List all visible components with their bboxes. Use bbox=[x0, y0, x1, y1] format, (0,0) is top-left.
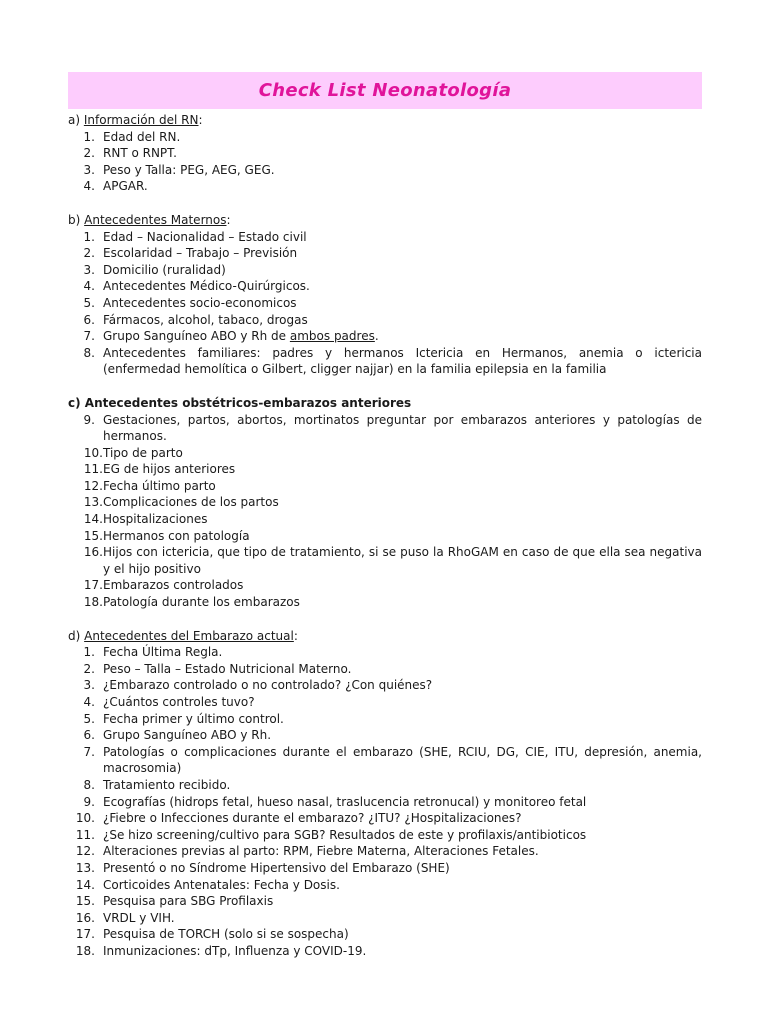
section-heading bbox=[68, 395, 702, 412]
list-item bbox=[68, 528, 702, 545]
item-text: Fármacos, alcohol, tabaco, drogas bbox=[103, 312, 308, 327]
list-item bbox=[68, 245, 702, 262]
list-item bbox=[68, 711, 702, 728]
item-text: Escolaridad – Trabajo – Previsión bbox=[103, 246, 298, 261]
item-text: ¿Cuántos controles tuvo? bbox=[103, 695, 255, 709]
section-letter: c) bbox=[68, 395, 85, 410]
item-number: 3. bbox=[83, 262, 95, 277]
section-list bbox=[68, 129, 702, 195]
item-text: Antecedentes Médico-Quirúrgicos. bbox=[103, 279, 310, 294]
item-number: 15. bbox=[83, 528, 103, 543]
item-number: 18. bbox=[83, 595, 103, 610]
list-item bbox=[68, 295, 702, 312]
item-text: Peso – Talla – Estado Nutricional Materno. bbox=[103, 661, 352, 676]
item-number: 1. bbox=[83, 129, 95, 144]
list-item bbox=[68, 412, 702, 445]
item-text: Hospitalizaciones bbox=[103, 512, 208, 527]
item-number: 2. bbox=[83, 246, 95, 261]
item-number: 2. bbox=[83, 146, 95, 161]
item-text: Domicilio (ruralidad) bbox=[103, 262, 226, 277]
list-item bbox=[68, 843, 702, 860]
section-heading bbox=[68, 112, 702, 129]
list-item bbox=[68, 494, 702, 511]
item-number: 1. bbox=[83, 645, 95, 660]
item-number: 10. bbox=[75, 811, 95, 826]
section-title: Antecedentes del Embarazo actual bbox=[84, 628, 294, 643]
list-item bbox=[68, 910, 702, 927]
item-number: 1. bbox=[83, 229, 95, 244]
item-number: 12. bbox=[75, 844, 95, 859]
item-number: 6. bbox=[83, 312, 95, 327]
item-text: Edad – Nacionalidad – Estado civil bbox=[103, 229, 307, 244]
document-page bbox=[68, 72, 702, 977]
list-item bbox=[68, 178, 702, 195]
item-text: Pesquisa de TORCH (solo si se sospecha) bbox=[103, 927, 349, 942]
section-list bbox=[68, 644, 702, 959]
item-number: 4. bbox=[83, 279, 95, 294]
section-suffix: : bbox=[198, 113, 203, 127]
list-item bbox=[68, 544, 702, 577]
item-text: Tipo de parto bbox=[103, 445, 183, 460]
item-number: 11. bbox=[83, 462, 103, 477]
item-text: Ecografías (hidrops fetal, hueso nasal, traslucencia retronucal) y monitoreo fetal bbox=[103, 794, 587, 809]
item-number: 18. bbox=[75, 943, 95, 958]
item-number: 8. bbox=[83, 777, 95, 792]
item-number: 14. bbox=[75, 877, 95, 892]
item-number: 17. bbox=[75, 927, 95, 942]
item-text: Antecedentes socio-economicos bbox=[103, 295, 297, 310]
checklist-section bbox=[68, 112, 702, 195]
list-item bbox=[68, 312, 702, 329]
section-title: Antecedentes obstétricos-embarazos anteriores bbox=[84, 395, 412, 410]
item-text: Presentó o no Síndrome Hipertensivo del Embarazo (SHE) bbox=[103, 860, 450, 875]
item-number: 5. bbox=[83, 295, 95, 310]
item-text: ¿Embarazo controlado o no controlado? ¿Con quiénes? bbox=[103, 678, 433, 693]
item-number: 10. bbox=[83, 445, 103, 460]
item-number: 7. bbox=[83, 744, 95, 759]
list-item bbox=[68, 594, 702, 611]
item-text: Grupo Sanguíneo ABO y Rh. bbox=[103, 728, 272, 743]
list-item bbox=[68, 794, 702, 811]
item-text: ¿Fiebre o Infecciones durante el embarazo? ¿ITU? ¿Hospitalizaciones? bbox=[103, 811, 522, 826]
item-number: 13. bbox=[83, 495, 103, 510]
list-item bbox=[68, 777, 702, 794]
item-text: EG de hijos anteriores bbox=[103, 462, 236, 477]
item-text: Fecha último parto bbox=[103, 478, 216, 493]
item-number: 16. bbox=[83, 545, 103, 560]
item-number: 6. bbox=[83, 728, 95, 743]
list-item bbox=[68, 677, 702, 694]
item-number: 3. bbox=[83, 162, 95, 177]
title-banner bbox=[68, 72, 702, 109]
item-underlined-text: ambos padres bbox=[289, 329, 375, 344]
section-letter: a) bbox=[68, 113, 84, 127]
list-item bbox=[68, 827, 702, 844]
list-item bbox=[68, 577, 702, 594]
list-item bbox=[68, 877, 702, 894]
checklist-section bbox=[68, 212, 702, 378]
item-text: Corticoides Antenatales: Fecha y Dosis. bbox=[103, 877, 340, 892]
list-item bbox=[68, 644, 702, 661]
list-item bbox=[68, 694, 702, 711]
item-text: Antecedentes familiares: padres y hermanos Ictericia en Hermanos, anemia o ictericia (enfermedad hemolítica o Gilbert, cligger najjar) en la familia epilepsia en la familia bbox=[103, 345, 702, 377]
item-text: APGAR. bbox=[103, 179, 148, 194]
list-item bbox=[68, 926, 702, 943]
item-number: 4. bbox=[83, 179, 95, 194]
item-text: Fecha primer y último control. bbox=[103, 711, 284, 726]
list-item bbox=[68, 145, 702, 162]
item-number: 7. bbox=[83, 329, 95, 344]
checklist-section bbox=[68, 628, 702, 960]
list-item bbox=[68, 345, 702, 378]
list-item bbox=[68, 511, 702, 528]
list-item bbox=[68, 661, 702, 678]
document-title: Check List Neonatología bbox=[258, 80, 512, 101]
list-item bbox=[68, 445, 702, 462]
item-number: 2. bbox=[83, 661, 95, 676]
item-number: 17. bbox=[83, 578, 103, 593]
item-number: 9. bbox=[83, 794, 95, 809]
list-item bbox=[68, 162, 702, 179]
section-title: Información del RN bbox=[83, 113, 199, 127]
item-number: 15. bbox=[75, 894, 95, 909]
item-text: Tratamiento recibido. bbox=[103, 777, 231, 792]
item-text: VRDL y VIH. bbox=[103, 910, 175, 925]
item-number: 13. bbox=[75, 860, 95, 875]
item-number: 8. bbox=[83, 345, 95, 360]
list-item bbox=[68, 278, 702, 295]
list-item bbox=[68, 129, 702, 146]
list-item bbox=[68, 943, 702, 960]
section-suffix: : bbox=[226, 212, 231, 227]
item-text: Alteraciones previas al parto: RPM, Fiebre Materna, Alteraciones Fetales. bbox=[103, 844, 539, 859]
item-number: 3. bbox=[83, 678, 95, 693]
item-text: Patologías o complicaciones durante el embarazo (SHE, RCIU, DG, CIE, ITU, depresión, anemia, macrosomia) bbox=[103, 744, 702, 776]
list-item bbox=[68, 328, 702, 345]
item-text: Peso y Talla: PEG, AEG, GEG. bbox=[103, 162, 275, 177]
item-text: Patología durante los embarazos bbox=[103, 595, 300, 610]
item-number: 11. bbox=[75, 827, 95, 842]
item-text: Pesquisa para SBG Profilaxis bbox=[103, 894, 274, 909]
section-title: Antecedentes Maternos bbox=[84, 212, 227, 227]
item-number: 4. bbox=[83, 695, 95, 709]
item-text: Complicaciones de los partos bbox=[103, 495, 279, 510]
list-item bbox=[68, 262, 702, 279]
item-number: 16. bbox=[75, 910, 95, 925]
section-heading bbox=[68, 628, 702, 645]
list-item bbox=[68, 229, 702, 246]
item-text: Grupo Sanguíneo ABO y Rh de ambos padres. bbox=[103, 329, 379, 344]
list-item bbox=[68, 727, 702, 744]
section-letter: d) bbox=[68, 628, 85, 643]
list-item bbox=[68, 461, 702, 478]
item-number: 5. bbox=[83, 711, 95, 726]
item-number: 14. bbox=[83, 512, 103, 527]
list-item bbox=[68, 478, 702, 495]
item-text: Embarazos controlados bbox=[103, 578, 244, 593]
item-text: Edad del RN. bbox=[103, 129, 181, 144]
list-item bbox=[68, 810, 702, 827]
section-letter: b) bbox=[68, 212, 85, 227]
item-text: RNT o RNPT. bbox=[103, 146, 177, 161]
list-item bbox=[68, 860, 702, 877]
item-text: Fecha Última Regla. bbox=[103, 645, 223, 660]
section-suffix: : bbox=[293, 628, 298, 643]
item-number: 9. bbox=[83, 412, 95, 427]
section-heading bbox=[68, 212, 702, 229]
section-list bbox=[68, 229, 702, 378]
item-text: Hijos con ictericia, que tipo de tratamiento, si se puso la RhoGAM en caso de que ella sea negativa y el hijo positivo bbox=[103, 545, 702, 576]
item-text: Hermanos con patología bbox=[103, 528, 250, 543]
checklist-section bbox=[68, 395, 702, 611]
item-text: Inmunizaciones: dTp, Influenza y COVID-19. bbox=[103, 943, 367, 958]
item-number: 12. bbox=[83, 478, 103, 493]
item-text: ¿Se hizo screening/cultivo para SGB? Resultados de este y profilaxis/antibioticos bbox=[103, 827, 587, 842]
checklist-sections bbox=[68, 112, 702, 960]
list-item bbox=[68, 744, 702, 777]
item-text: Gestaciones, partos, abortos, mortinatos preguntar por embarazos anteriores y patologías de hermanos. bbox=[103, 412, 702, 444]
section-list bbox=[68, 412, 702, 611]
list-item bbox=[68, 893, 702, 910]
